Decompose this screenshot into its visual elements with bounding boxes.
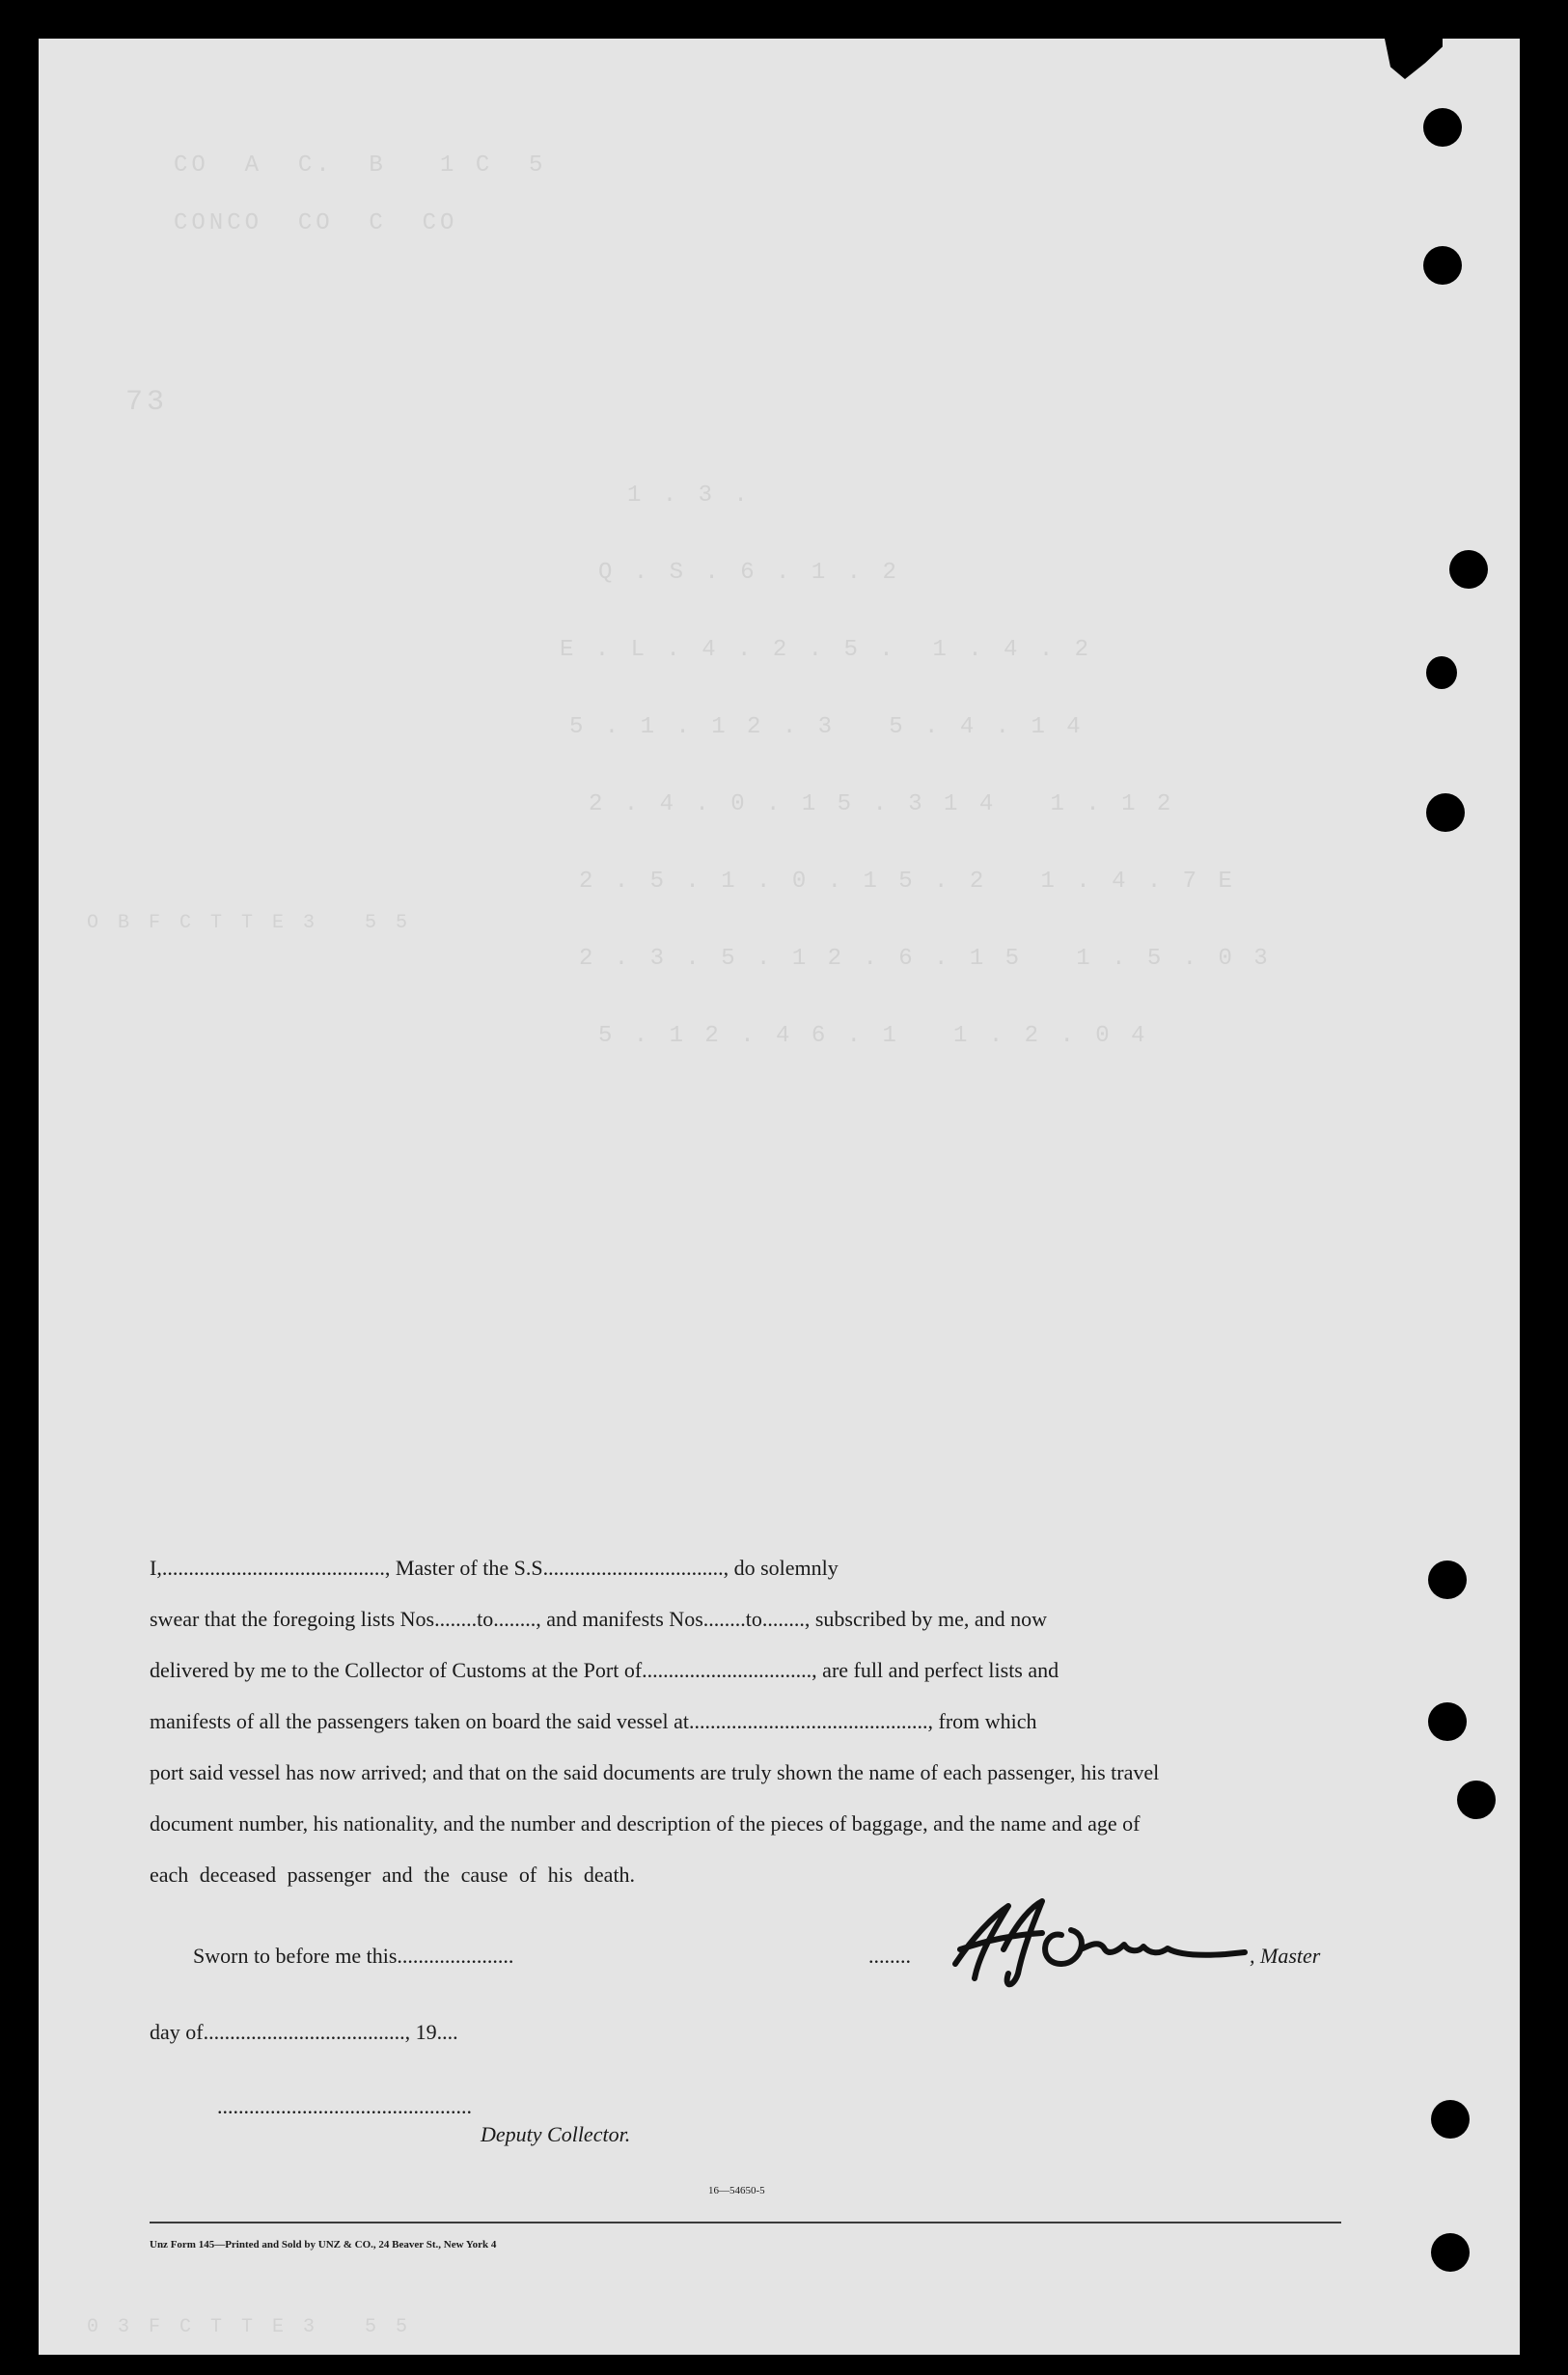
sworn-before-line: Sworn to before me this...................... [193, 1944, 514, 1968]
master-label: , Master [1250, 1944, 1321, 1968]
printer-line: Unz Form 145—Printed and Sold by UNZ & CO., 24 Beaver St., New York 4 [150, 2239, 497, 2251]
oath-line-text: I,.........................................., Master of the S.S.................................., do solemnly [150, 1556, 839, 1580]
oath-line-text: delivered by me to the Collector of Customs at the Port of................................, are full and perfect lists and [150, 1658, 1059, 1682]
ghost-text-top-1: CO A C. B 1 C 5 [174, 152, 547, 179]
oath-line [150, 1644, 1341, 1696]
day-of-line: day of......................................, 19.... [150, 2020, 458, 2044]
oath-line [150, 1849, 1341, 1900]
ghost-row: 5 . 1 2 . 4 6 . 1 1 . 2 . 0 4 [598, 1023, 1149, 1049]
deputy-collector-label: Deputy Collector. [481, 2122, 631, 2146]
punch-hole [1426, 656, 1457, 689]
ghost-row: 2 . 5 . 1 . 0 . 1 5 . 2 1 . 4 . 7 E [579, 869, 1236, 895]
punch-hole [1423, 108, 1462, 147]
ghost-row: 1 . 3 . [627, 483, 752, 509]
master-signature-dots: ........ [868, 1944, 911, 1968]
collector-signature-line: ................................................ [217, 2094, 472, 2118]
ghost-mirror: O B F C T T E 3 5 5 [87, 912, 412, 934]
form-number: 16—54650-5 [708, 2185, 765, 2196]
punch-hole [1428, 1560, 1467, 1599]
punch-hole [1423, 246, 1462, 285]
oath-line-text: port said vessel has now arrived; and that on the said documents are truly shown the name of each passenger, his travel [150, 1760, 1160, 1784]
oath-line [150, 1696, 1341, 1747]
ghost-row: 5 . 1 . 1 2 . 3 5 . 4 . 1 4 [569, 714, 1085, 740]
punch-hole [1428, 1702, 1467, 1741]
punch-hole [1457, 1781, 1496, 1819]
ghost-text-top-2: CONCO CO C CO [174, 210, 458, 236]
oath-line-text: document number, his nationality, and the number and description of the pieces of baggage, and the name and age of [150, 1811, 1141, 1836]
ghost-row: E . L . 4 . 2 . 5 . 1 . 4 . 2 [560, 637, 1093, 663]
punch-hole [1426, 793, 1465, 832]
punch-hole [1431, 2100, 1470, 2139]
footer-rule [150, 2222, 1341, 2223]
oath-line-text: manifests of all the passengers taken on board the said vessel at............................................., from which [150, 1709, 1037, 1733]
ghost-row: 2 . 3 . 5 . 1 2 . 6 . 1 5 1 . 5 . 0 3 [579, 946, 1272, 972]
punch-hole [1449, 550, 1488, 589]
oath-line [150, 1798, 1341, 1849]
oath-paragraph [150, 1542, 1341, 1900]
ghost-number: 73 [125, 386, 169, 419]
oath-line [150, 1593, 1341, 1644]
oath-line-text: swear that the foregoing lists Nos........to........, and manifests Nos........to........, subscribed by me, and now [150, 1607, 1047, 1631]
ghost-mirror: 0 3 F C T T E 3 5 5 [87, 2316, 412, 2338]
document-page [39, 39, 1520, 2355]
master-signature [936, 1896, 1264, 1993]
ghost-row: 2 . 4 . 0 . 1 5 . 3 1 4 1 . 1 2 [589, 791, 1175, 817]
ghost-row: Q . S . 6 . 1 . 2 [598, 560, 900, 586]
punch-hole [1431, 2233, 1470, 2272]
oath-line-text: each deceased passenger and the cause of his death. [150, 1863, 636, 1887]
oath-line [150, 1747, 1341, 1798]
oath-line [150, 1542, 1341, 1593]
